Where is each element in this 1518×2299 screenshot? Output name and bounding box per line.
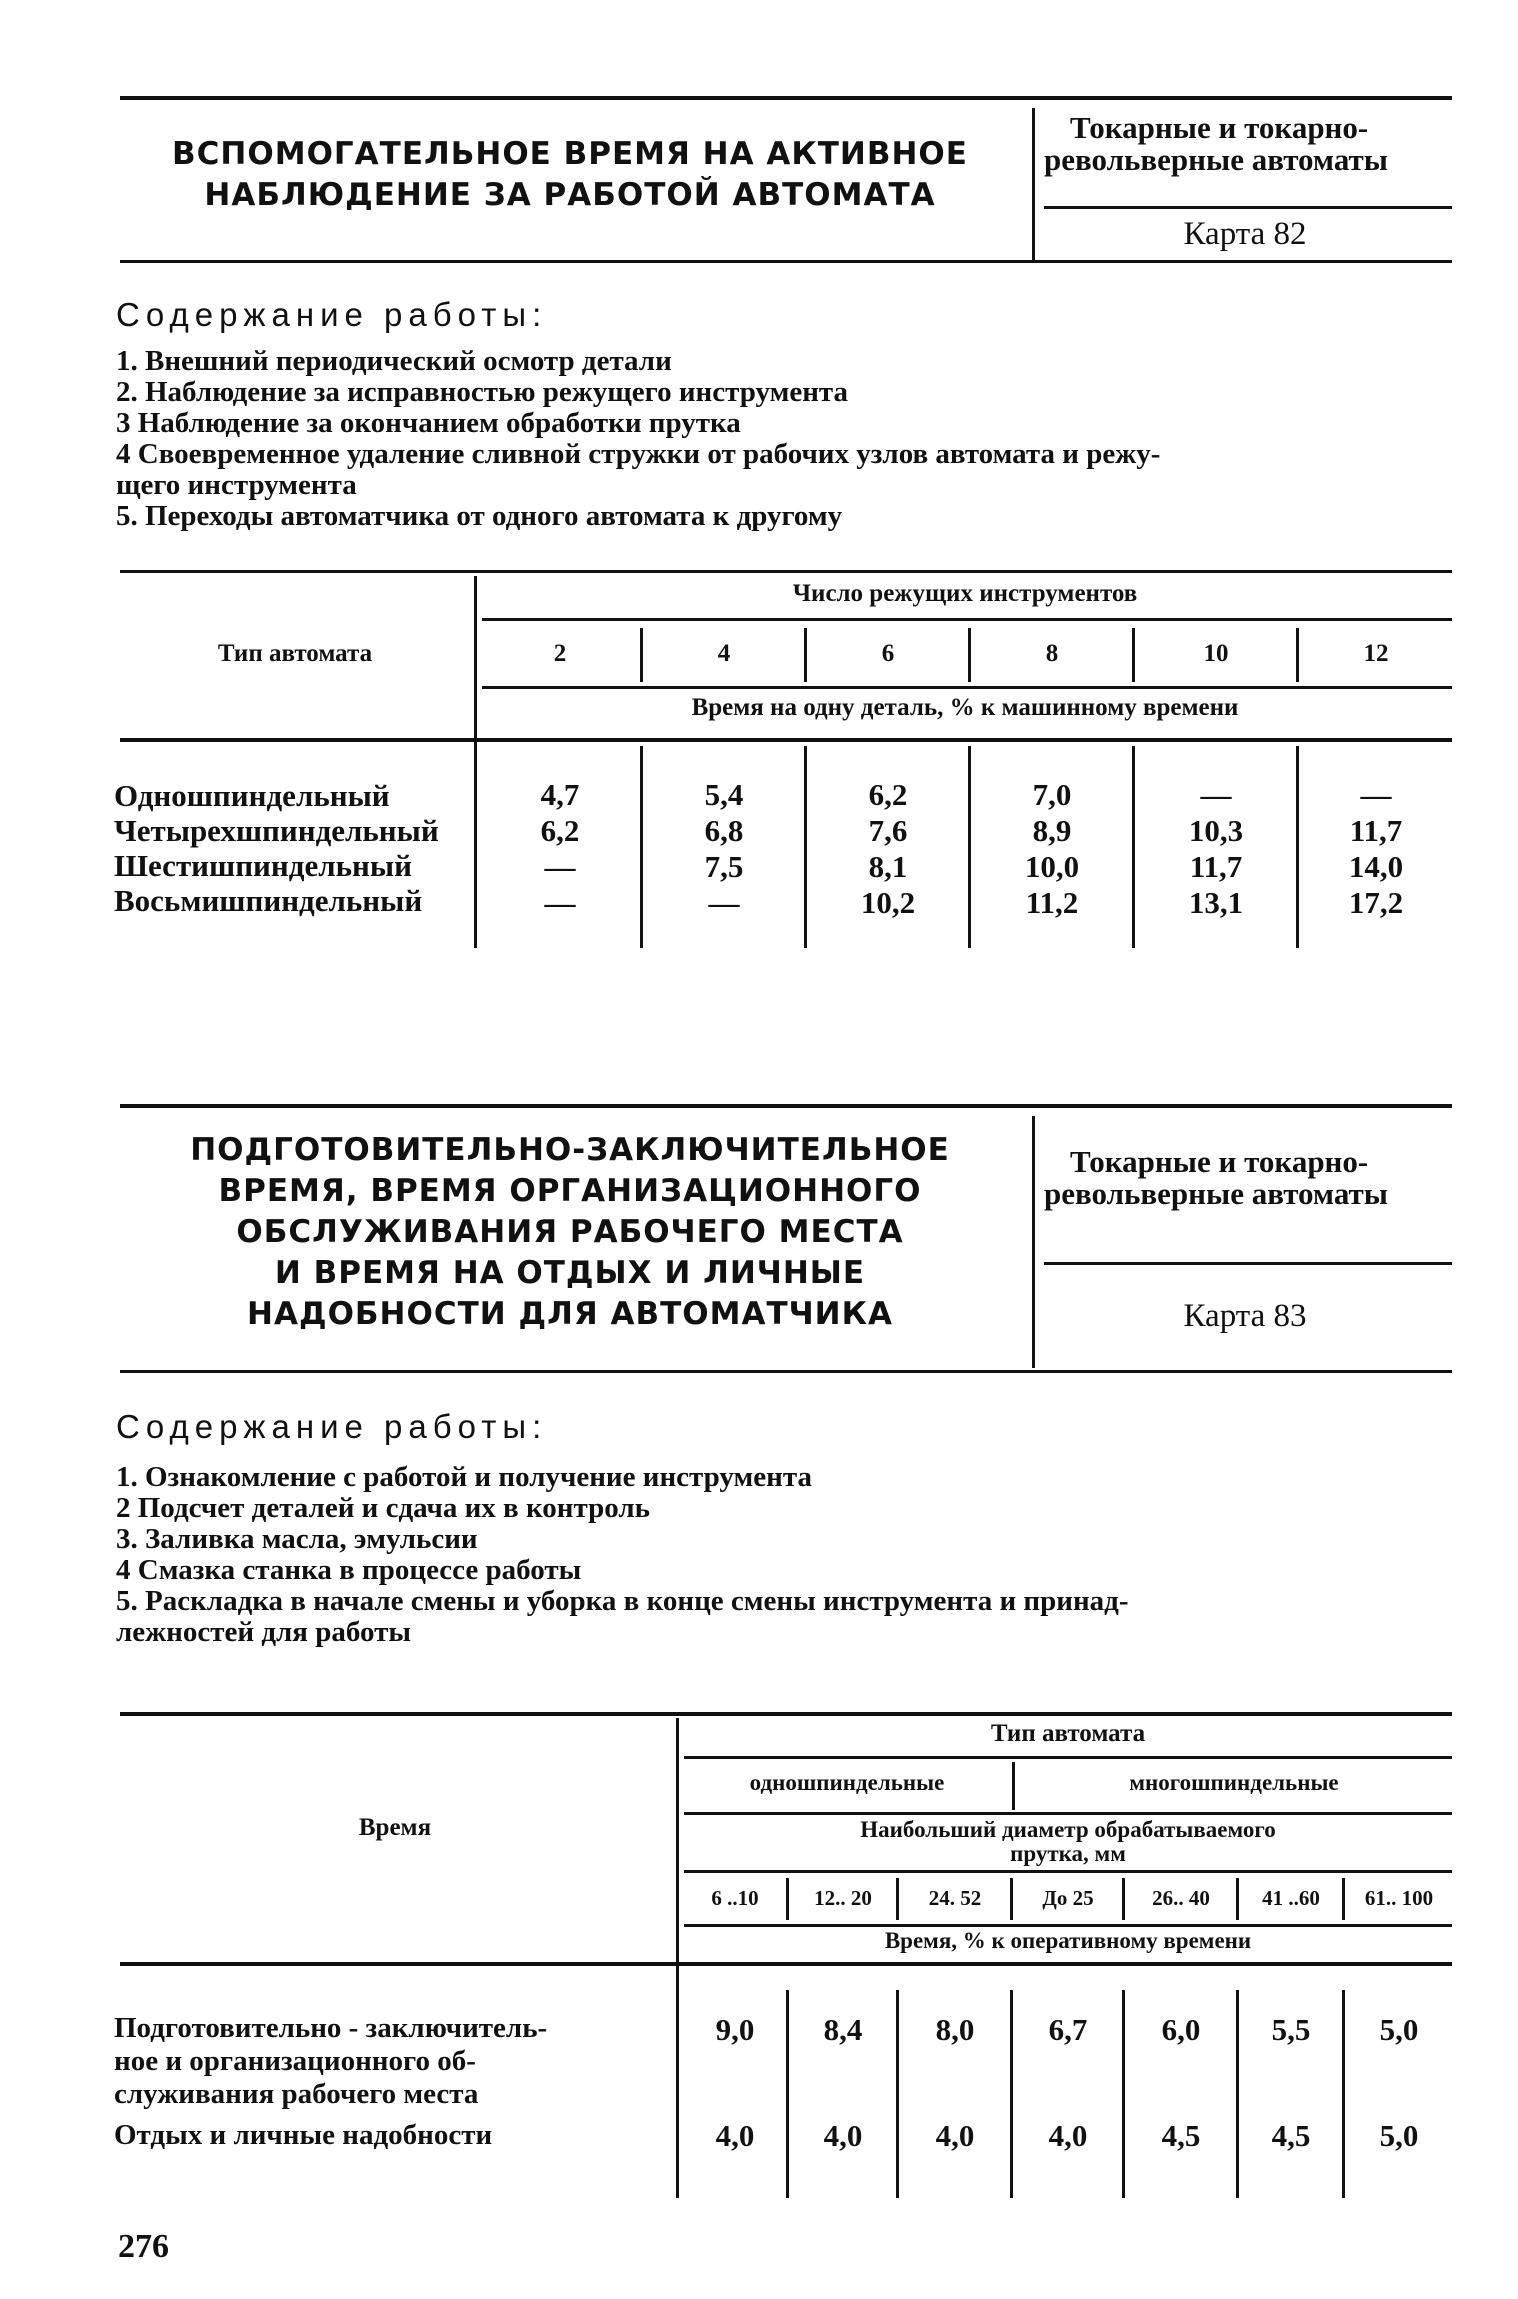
column-header: 24. 52 (928, 1886, 982, 1910)
multi-spindle-header: многошпиндельные (1129, 1770, 1339, 1795)
column-header: 41 ..60 (1262, 1886, 1320, 1910)
table-row-label-rest: Отдых и личные надобности (114, 2119, 493, 2151)
card83-side-rule (1044, 1262, 1452, 1265)
column-header: 12 (1363, 640, 1389, 667)
top-rule (120, 96, 1452, 100)
table-row: Одношпиндельный (114, 778, 390, 813)
column-header: 26.. 40 (1152, 1886, 1210, 1910)
table-cell: 6,0 (1161, 2012, 1201, 2047)
card83-number: Карта 83 (1183, 1298, 1307, 1334)
table-column-2: 4,7 6,2 — — (540, 777, 580, 920)
column-header: До 25 (1042, 1886, 1094, 1910)
table-row-header: Тип автомата (217, 640, 373, 667)
table-row-labels (114, 778, 439, 918)
list-item: 4 Своевременное удаление сливной стружки от рабочих узлов автомата и режу- (116, 438, 1161, 470)
table-row: Шестишпиндельный (114, 848, 412, 883)
page-number: 276 (118, 2228, 169, 2265)
single-spindle-header: одношпиндельные (749, 1770, 945, 1795)
card83-header-divider (1032, 1116, 1035, 1368)
table-group-header: Тип автомата (990, 1720, 1146, 1747)
list-item: 5. Раскладка в начале смены и уборка в конце смены инструмента и принад- (116, 1585, 1129, 1617)
card82-header-bottom-rule (120, 260, 1452, 263)
table-row-label-prep: Подготовительно - заключитель- ное и организационного об- служивания рабочего места (114, 2012, 548, 2110)
table-cell: 4,5 (1161, 2118, 1201, 2153)
table-cell: 9,0 (715, 2012, 755, 2047)
card82-machine-type: Токарные и токарно- револьверные автоматы (1044, 110, 1388, 177)
column-header: 4 (717, 640, 731, 667)
card83-header-bottom-rule (120, 1370, 1452, 1373)
table-group-header: Число режущих инструментов (792, 580, 1138, 607)
table-cell: 8,4 (823, 2012, 863, 2047)
list-item: щего инструмента (116, 469, 357, 501)
diameter-header: Наибольший диаметр обрабатываемого прутка, мм (860, 1817, 1276, 1866)
table-column-10: — 10,3 11,7 13,1 (1188, 777, 1244, 920)
list-item: 1. Ознакомление с работой и получение инструмента (116, 1461, 812, 1493)
table-unit-header: Время, % к оперативному времени (884, 1928, 1252, 1953)
table-cell: 6,7 (1048, 2012, 1088, 2047)
list-item: 2 Подсчет деталей и сдача их в контроль (116, 1492, 650, 1524)
column-header: 6 ..10 (711, 1886, 759, 1910)
table-cell: 5,5 (1271, 2012, 1311, 2047)
card83-content-heading: Содержание работы: (116, 1408, 548, 1445)
column-header: 8 (1045, 640, 1059, 667)
table-column-6: 6,2 7,6 8,1 10,2 (860, 777, 916, 920)
card82-content-heading: Содержание работы: (116, 296, 548, 333)
card82-header-divider (1032, 108, 1035, 260)
list-item: 1. Внешний периодический осмотр детали (116, 345, 672, 377)
column-header: 2 (553, 640, 567, 667)
list-item: 3 Наблюдение за окончанием обработки прутка (116, 407, 741, 439)
card82-number: Карта 82 (1183, 216, 1307, 252)
card82-title: ВСПОМОГАТЕЛЬНОЕ ВРЕМЯ НА АКТИВНОЕ НАБЛЮДЕНИЕ ЗА РАБОТОЙ АВТОМАТА (172, 136, 968, 213)
card83-machine-type: Токарные и токарно- револьверные автоматы (1044, 1144, 1388, 1211)
table-column-12: — 11,7 14,0 17,2 (1348, 777, 1404, 920)
card83-work-items (116, 1462, 1456, 1648)
card83-top-rule (120, 1104, 1452, 1108)
table-cell: 4,0 (823, 2118, 863, 2153)
table-unit-header: Время на одну деталь, % к машинному времени (691, 694, 1239, 721)
table-cell: 4,0 (715, 2118, 755, 2153)
table-cell: 5,0 (1379, 2118, 1419, 2153)
list-item: лежностей для работы (116, 1616, 411, 1648)
column-header: 10 (1203, 640, 1229, 667)
column-header: 6 (881, 640, 895, 667)
card82-work-items (116, 346, 1456, 532)
list-item: 5. Переходы автоматчика от одного автомата к другому (116, 500, 843, 532)
card82-side-rule (1044, 206, 1452, 209)
table-row: Четырехшпиндельный (114, 813, 439, 848)
table-row: Восьмишпиндельный (114, 883, 423, 918)
column-header: 61.. 100 (1364, 1886, 1434, 1910)
table-cell: 5,0 (1379, 2012, 1419, 2047)
table-cell: 8,0 (935, 2012, 975, 2047)
table-row-header: Время (358, 1814, 432, 1841)
table-cell: 4,0 (935, 2118, 975, 2153)
card83-title: ПОДГОТОВИТЕЛЬНО-ЗАКЛЮЧИТЕЛЬНОЕ ВРЕМЯ, ВРЕМЯ ОРГАНИЗАЦИОННОГО ОБСЛУЖИВАНИЯ РАБОЧЕГО МЕСТА И ВРЕМЯ НА ОТДЫХ И ЛИЧНЫЕ НАДОБНОСТИ ДЛЯ АВТОМАТЧИКА (190, 1132, 950, 1332)
table-column-4: 5,4 6,8 7,5 — (704, 777, 744, 920)
table-column-8: 7,0 8,9 10,0 11,2 (1024, 777, 1080, 920)
list-item: 4 Смазка станка в процессе работы (116, 1554, 582, 1586)
column-header: 12.. 20 (814, 1886, 872, 1910)
list-item: 3. Заливка масла, эмульсии (116, 1523, 478, 1555)
list-item: 2. Наблюдение за исправностью режущего инструмента (116, 376, 849, 408)
table-cell: 4,0 (1048, 2118, 1088, 2153)
table-cell: 4,5 (1271, 2118, 1311, 2153)
